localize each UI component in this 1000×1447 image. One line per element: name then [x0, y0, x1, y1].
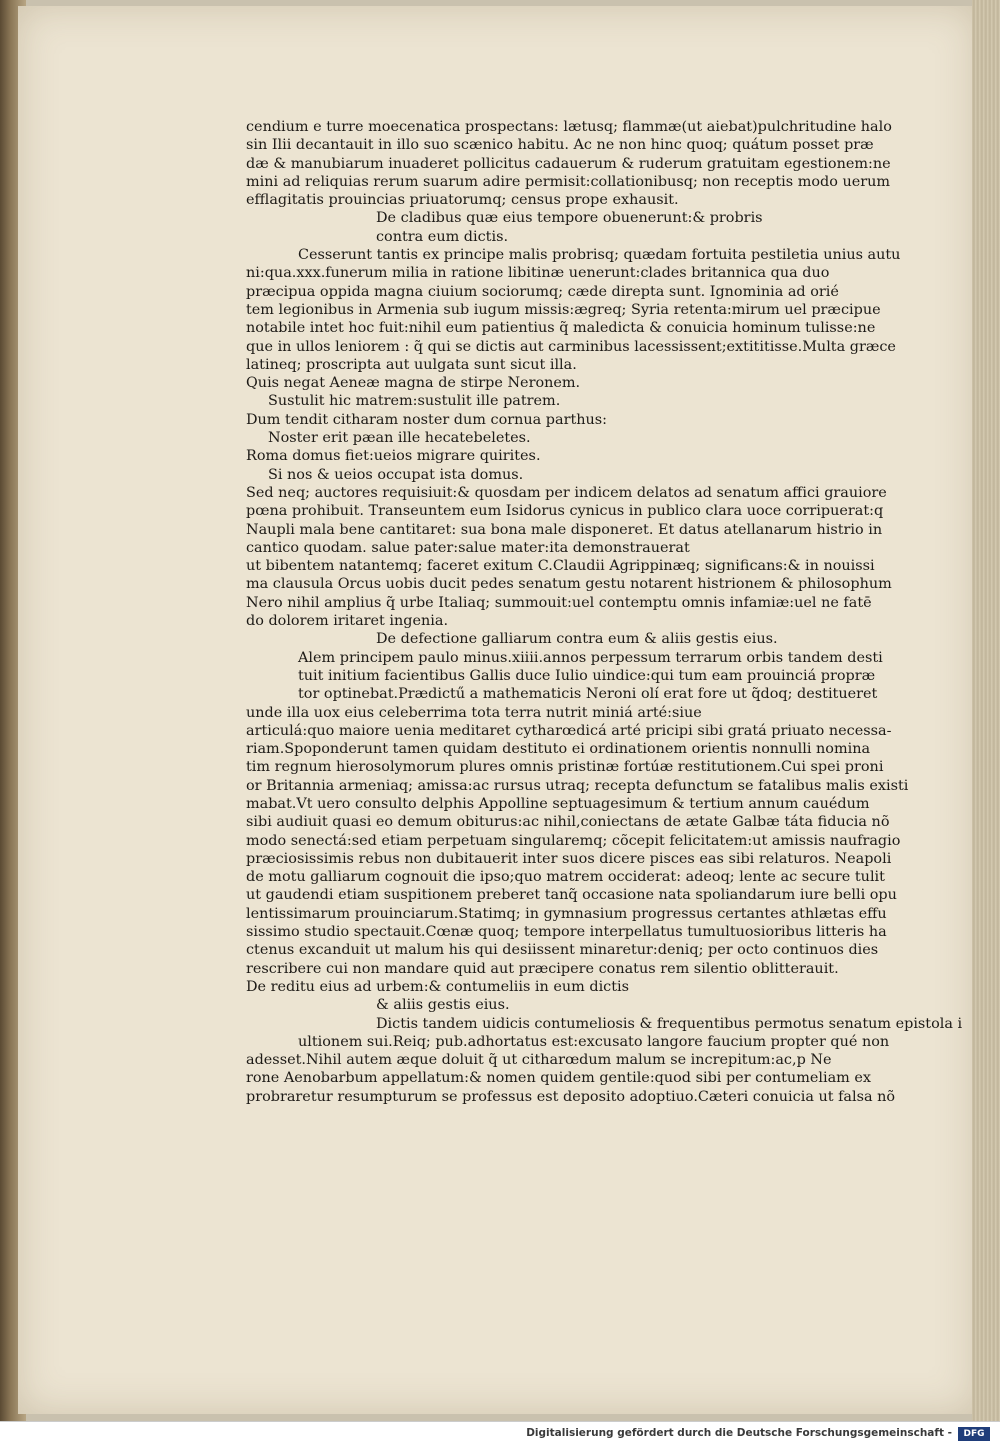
text-line: præciosissimis rebus non dubitauerit inter suos dicere pisces eas sibi relaturos. Neapoli [246, 850, 892, 867]
text-line: sin Ilii decantauit in illo suo scænico habitu. Ac ne non hinc quoq; quátum posset præ [246, 137, 874, 154]
text-line: unde illa uox eius celeberrima tota terra nutrit miniá arté:siue [246, 704, 702, 721]
page-edges [972, 0, 1000, 1422]
text-line: ut gaudendi etiam suspitionem preberet tanq̃ occasione nata spoliandarum iure belli opu [246, 887, 897, 904]
text-line: pœna prohibuit. Transeuntem eum Isidorus cynicus in publico clara uoce corripuerat:q [246, 503, 884, 520]
text-line: Cesserunt tantis ex principe malis probrisq; quædam fortuita pestiletia unius autu [298, 247, 901, 264]
text-line: cendium e turre moecenatica prospectans: lætusq; flammæ(ut aiebat)pulchritudine halo [246, 119, 892, 135]
funding-notice: Digitalisierung gefördert durch die Deutsche Forschungsgemeinschaft - [526, 1427, 952, 1439]
text-line: Nero nihil amplius q̃ urbe Italiaq; summouit:uel contemptu omnis infamiæ:uel ne fatē [246, 594, 872, 611]
section-heading: Dictis tandem uidicis contumeliosis & frequentibus permotus senatum epistola i [376, 1015, 963, 1032]
section-heading: De defectione galliarum contra eum & aliis gestis eius. [376, 631, 778, 648]
text-line: mabat.Vt uero consulto delphis Appolline septuagesimum & tertium annum cauédum [246, 795, 870, 812]
text-line: rone Aenobarbum appellatum:& nomen quidem gentile:quod sibi per contumeliam ex [246, 1070, 871, 1087]
section-heading: & aliis gestis eius. [376, 997, 510, 1014]
text-line: que in ullos leniorem : q̃ qui se dictis aut carminibus lacessissent;extititisse.Multa græce [246, 338, 896, 355]
verse-line: Dum tendit citharam noster dum cornua parthus: [246, 411, 608, 428]
text-line: articulá:quo maiore uenia meditaret cytharœdicá arté pricipi sibi gratá priuato necessa- [246, 722, 892, 739]
text-line: efflagitatis prouincias priuatorumq; census prope exhausit. [246, 192, 679, 209]
text-line: ut bibentem natantemq; faceret exitum C.Claudii Agrippinæq; significans:& in nouissi [246, 558, 875, 575]
section-heading: De cladibus quæ eius tempore obuenerunt:& probris [376, 210, 763, 227]
text-line: lentissimarum prouinciarum.Statimq; in gymnasium progressus certantes athlætas effu [246, 905, 887, 922]
text-line: Sed neq; auctores requisiuit:& quosdam per indicem delatos ad senatum affici grauiore [246, 484, 887, 501]
text-line: tor optinebat.Prædictű a mathematicis Neroni olí erat fore ut q̃doq; destitueret [298, 686, 878, 703]
page-text-block [246, 118, 963, 1106]
text-line: mini ad reliquias rerum suarum adire permisit:collationibusq; non receptis modo uerum [246, 173, 891, 190]
text-line: cantico quodam. salue pater:salue mater:ita demonstrauerat [246, 539, 690, 556]
verse-line: Si nos & ueios occupat ista domus. [268, 466, 524, 483]
text-line: modo senectá:sed etiam perpetuam singularemq; cõcepit felicitatem:ut amissis naufragio [246, 832, 901, 849]
text-line: ma clausula Orcus uobis ducit pedes senatum gestu notarent histrionem & philosophum [246, 576, 892, 593]
text-line: ctenus excanduit ut malum his qui desiissent minaretur:deniq; per octo continuos dies [246, 942, 879, 959]
text-line: rescribere cui non mandare quid aut præcipere conatus rem silentio oblitterauit. [246, 960, 839, 977]
text-line: dæ & manubiarum inuaderet pollicitus cadauerum & ruderum gratuitam egestionem:ne [246, 155, 891, 172]
text-line: ultionem sui.Reiq; pub.adhortatus est:excusato langore faucium propter qué non [298, 1033, 890, 1050]
text-line: latineq; proscripta aut uulgata sunt sicut illa. [246, 356, 577, 373]
footer-bar [0, 1421, 1000, 1447]
text-line: tem legionibus in Armenia sub iugum missis:ægreq; Syria retenta:mirum uel præcipue [246, 301, 881, 318]
verse-line: Quis negat Aeneæ magna de stirpe Neronem. [246, 375, 581, 392]
verse-line: Roma domus fiet:ueios migrare quirites. [246, 448, 541, 465]
text-line: De reditu eius ad urbem:& contumeliis in eum dictis [246, 978, 629, 995]
text-line: sissimo studio spectauit.Cœnæ quoq; tempore interpellatus tumultuosioribus litteris ha [246, 924, 887, 941]
text-line: notabile intet hoc fuit:nihil eum patientius q̃ maledicta & conuicia hominum tulisse:ne [246, 320, 876, 337]
text-line: ni:qua.xxx.funerum milia in ratione libitinæ uenerunt:clades britannica qua duo [246, 265, 830, 282]
text-line: tim regnum hierosolymorum plures omnis pristinæ fortúæ restitutionem.Cui spei proni [246, 759, 884, 776]
text-line: Alem principem paulo minus.xiiii.annos perpessum terrarum orbis tandem desti [298, 649, 883, 666]
verse-line: Sustulit hic matrem:sustulit ille patrem. [268, 393, 561, 410]
text-line: præcipua oppida magna ciuium sociorumq; cæde direpta sunt. Ignominia ad orié [246, 283, 839, 300]
text-line: Naupli mala bene cantitaret: sua bona male disponeret. Et datus atellanarum histrio in [246, 521, 883, 538]
text-line: probraretur resumpturum se professus est deposito adoptiuo.Cæteri conuicia ut falsa nõ [246, 1088, 896, 1105]
text-line: de motu galliarum cognouit die ipso;quo matrem occiderat: adeoq; lente ac secure tulit [246, 869, 885, 886]
text-line: do dolorem iritaret ingenia. [246, 613, 449, 630]
dfg-logo: DFG [958, 1427, 990, 1441]
text-line: sibi audiuit quasi eo demum obiturus:ac nihil,coniectans de ætate Galbæ táta fiducia nõ [246, 814, 890, 831]
text-line: riam.Spoponderunt tamen quidam destituto ei ordinationem orientis nonnulli nomina [246, 741, 871, 758]
text-line: tuit initium facientibus Gallis duce Iulio uindice:qui tum eam prouinciá propræ [298, 667, 876, 684]
section-heading: contra eum dictis. [376, 228, 509, 245]
text-line: or Britannia armeniaq; amissa:ac rursus utraq; recepta defunctum se fatalibus malis existi [246, 777, 909, 794]
text-line: adesset.Nihil autem æque doluit q̃ ut citharœdum malum se increpitum:ac,p Ne [246, 1052, 832, 1069]
verse-line: Noster erit pæan ille hecatebeletes. [268, 430, 531, 447]
